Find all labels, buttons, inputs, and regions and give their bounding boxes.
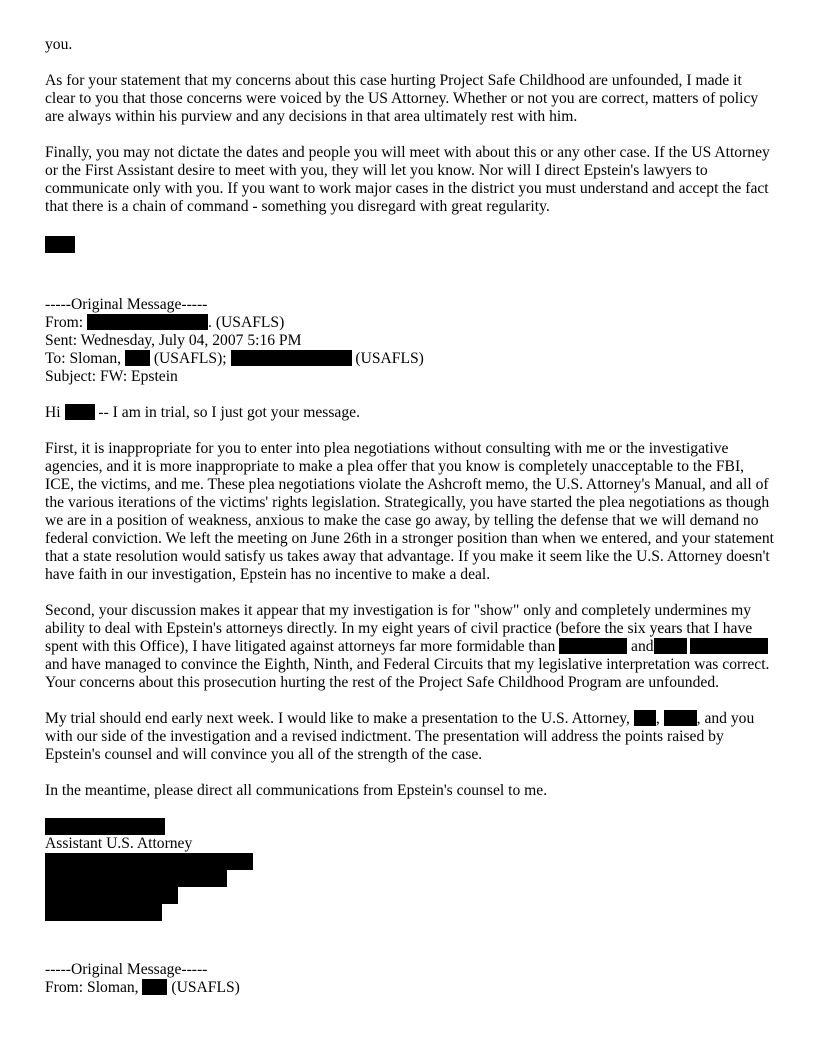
paragraph-meantime: In the meantime, please direct all communications from Epstein's counsel to me. xyxy=(45,782,548,799)
reply-paragraph-chain-of-command: Finally, you may not dictate the dates and people you will meet with about this or any other case. If the US Attorney or the First Assistant desire to meet with you, they will let you know. Nor will I direct Epstein's lawyers to communicate only with you. If you want to work major cases in the district you must understand and accept the fact that there is a chain of command - something you disregard with great regularity. xyxy=(45,144,770,215)
greeting-line: Hi -- I am in trial, so I just got your message. xyxy=(45,404,360,421)
header-from-2: From: Sloman, (USAFLS) xyxy=(45,979,240,996)
redacted-attorney-2b xyxy=(690,638,768,654)
paragraph-plea-negotiations: First, it is inappropriate for you to enter into plea negotiations without consulting with me or the investigative agencies, and it is more inappropriate to make a plea offer that you know is completely unacceptable to the FBI, ICE, the victims, and me. These plea negotiations violate the Ashcroft memo, the U.S. Attorney's Manual, and all of the various iterations of the victims' rights legislation. Strategically, you have started the plea negotiations as though we are in a position of weakness, anxious to make the case go away, by telling the defense that we will demand no federal conviction. We left the meeting on June 26th in a stronger position than when we entered, and your statement that a state resolution would satisfy us takes away that advantage. If you make it seem like the U.S. Attorney doesn't have faith in our investigation, Epstein has no incentive to make a deal. xyxy=(45,440,774,583)
header-to: To: Sloman, (USAFLS); (USAFLS) xyxy=(45,350,424,367)
original-message-divider: -----Original Message----- xyxy=(45,296,208,313)
redacted-address-line-3 xyxy=(45,887,178,904)
redacted-recipient-first-name xyxy=(125,350,150,366)
signer-title: Assistant U.S. Attorney xyxy=(45,835,193,852)
redacted-sender-first-name xyxy=(142,979,167,995)
reply-paragraph-concerns: As for your statement that my concerns about this case hurting Project Safe Childhood are unfounded, I made it clear to you that those concerns were voiced by the US Attorney. Whether or not you are correct, matters of policy are always within his purview and any decisions in that area ultimately rest with him. xyxy=(45,72,759,125)
redacted-signer-name xyxy=(45,818,165,835)
redacted-signature xyxy=(45,236,75,253)
email-document xyxy=(45,36,775,997)
original-message-header-2 xyxy=(45,961,775,997)
redacted-attorney-1 xyxy=(559,638,627,654)
redacted-recipient xyxy=(231,350,352,366)
original-message-divider-2: -----Original Message----- xyxy=(45,961,208,978)
redacted-sender xyxy=(87,314,208,330)
redacted-greeting-name xyxy=(65,404,95,420)
paragraph-investigation-show: Second, your discussion makes it appear that my investigation is for "show" only and completely undermines my ability to deal with Epstein's attorneys directly. In my eight years of civil practice (before the six years that I have spent with this Office), I have litigated against attorneys far more formidable than and and have managed to convince the Eighth, Ninth, and Federal Circuits that my legislative interpretation was correct. Your concerns about this prosecution hurting the rest of the Project Safe Childhood Program are unfounded. xyxy=(45,602,770,691)
redacted-address-line-1 xyxy=(45,853,253,870)
redacted-name-2 xyxy=(664,710,697,726)
header-from: From: . (USAFLS) xyxy=(45,314,285,331)
redacted-address-line-4 xyxy=(45,904,162,921)
header-sent: Sent: Wednesday, July 04, 2007 5:16 PM xyxy=(45,332,302,349)
reply-fragment: you. xyxy=(45,36,73,53)
signature-block xyxy=(45,818,775,921)
original-message-header xyxy=(45,296,775,386)
header-subject: Subject: FW: Epstein xyxy=(45,368,178,385)
redacted-name-1 xyxy=(634,710,656,726)
redacted-attorney-2 xyxy=(654,638,687,654)
redacted-address-line-2 xyxy=(45,870,227,887)
paragraph-trial-presentation: My trial should end early next week. I would like to make a presentation to the U.S. Attorney, , , and you with our side of the investigation and a revised indictment. The presentation will address the points raised by Epstein's counsel and will convince you all of the strength of the case. xyxy=(45,710,755,763)
